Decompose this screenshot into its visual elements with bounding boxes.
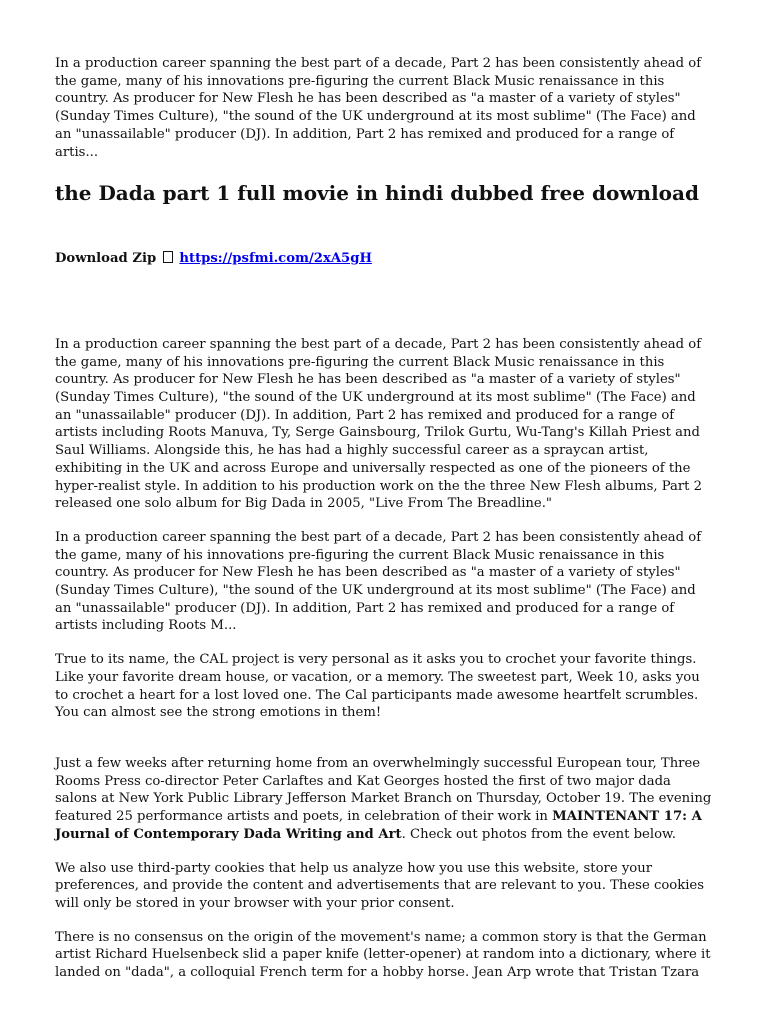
cal-paragraph: True to its name, the CAL project is very personal as it asks you to crochet your favorite things. Like your favorite dream house, or vacation, or a memory. The sweetest part, Week 10, asks you to crochet a heart for a lost loved one. The Cal participants made awesome heartfelt scrumbles. You can almost see the strong emotions in them! (55, 652, 700, 721)
cookies-paragraph: We also use third-party cookies that help us analyze how you use this website, store your preferences, and provide the content and advertisements that are relevant to you. These cookies will only be stored in your browser with your prior consent. (55, 860, 704, 911)
intro-paragraph: In a production career spanning the best part of a decade, Part 2 has been consistently ahead of the game, many of his innovations pre-figuring the current Black Music renaissance in this country. As producer for New Flesh he has been described as "a master of a variety of styles" (Sunday Times Culture), "the sound of the UK underground at its most sublime" (The Face) and an "unassailable" producer (DJ). In addition, Part 2 has remixed and produced for a range of artis... (55, 56, 702, 160)
origin-paragraph: There is no consensus on the origin of the movement's name; a common story is that the German artist Richard Huelsenbeck slid a paper knife (letter-opener) at random into a dictionary, where it landed on "dada", a colloquial French term for a hobby horse. Jean Arp wrote that Tristan Tzara (55, 929, 711, 981)
document-page (55, 55, 715, 982)
salon-text-end: . Check out photos from the event below. (401, 826, 676, 842)
download-link[interactable]: https://psfmi.com/2xA5gH (179, 251, 372, 267)
download-label: Download Zip (55, 251, 157, 267)
salon-text-start: Just a few weeks after returning home from an overwhelmingly successful European tour, Three Rooms Press co-director Peter Carlaftes and Kat Georges hosted the first of two major dada salons at New York Public Library Jefferson Market Branch on Thursday, October 19. The evening featured 25 performance artists and poets, in celebration of their work in (55, 755, 712, 825)
body-paragraph-full: In a production career spanning the best part of a decade, Part 2 has been consistently ahead of the game, many of his innovations pre-figuring the current Black Music renaissance in this country. As producer for New Flesh he has been described as "a master of a variety of styles" (Sunday Times Culture), "the sound of the UK underground at its most sublime" (The Face) and an "unassailable" producer (DJ). In addition, Part 2 has remixed and produced for a range of artists including Roots Manuva, Ty, Serge Gainsbourg, Trilok Gurtu, Wu-Tang's Killah Priest and Saul Williams. Alongside this, he has had a highly successful career as a spraycan artist, exhibiting in the UK and across Europe and universally respected as one of the pioneers of the hyper-realist style. In addition to his production work on the the three New Flesh albums, Part 2 released one solo album for Big Dada in 2005, "Live From The Breadline." (55, 336, 703, 512)
body-paragraph-repeat: In a production career spanning the best part of a decade, Part 2 has been consistently ahead of the game, many of his innovations pre-figuring the current Black Music renaissance in this country. As producer for New Flesh he has been described as "a master of a variety of styles" (Sunday Times Culture), "the sound of the UK underground at its most sublime" (The Face) and an "unassailable" producer (DJ). In addition, Part 2 has remixed and produced for a range of artists including Roots M... (55, 529, 702, 634)
missing-glyph-icon (163, 251, 173, 263)
page-title: the Dada part 1 full movie in hindi dubbed free download (55, 181, 699, 206)
journal-title: MAINTENANT 17: A Journal of Contemporary Dada Writing and Art (55, 809, 702, 842)
salon-paragraph (55, 755, 715, 844)
download-line (55, 250, 715, 268)
